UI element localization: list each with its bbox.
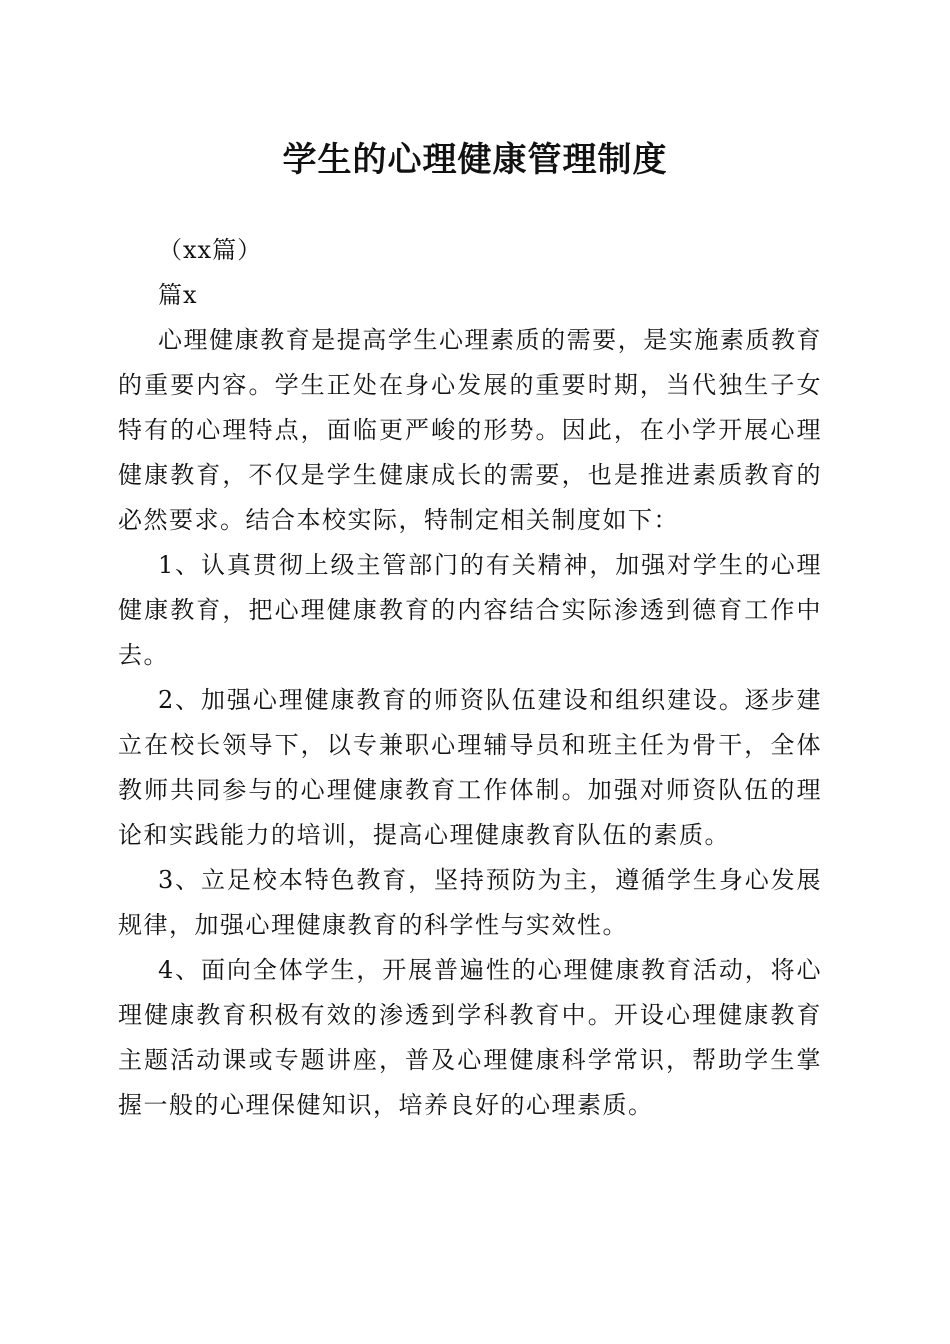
section-label: 篇x: [158, 281, 198, 309]
document-body: [118, 228, 822, 1128]
rule-paragraph-4: 4、面向全体学生，开展普遍性的心理健康教育活动，将心理健康教育积极有效的渗透到学科教育中。开设心理健康教育主题活动课或专题讲座，普及心理健康科学常识，帮助学生掌握一般的心理保健知识，培养良好的心理素质。: [118, 956, 822, 1119]
document-subtitle: （xx篇）: [158, 236, 263, 264]
rule-paragraph-2: 2、加强心理健康教育的师资队伍建设和组织建设。逐步建立在校长领导下，以专兼职心理辅导员和班主任为骨干，全体教师共同参与的心理健康教育工作体制。加强对师资队伍的理论和实践能力的培训，提高心理健康教育队伍的素质。: [118, 686, 822, 849]
rule-paragraph-1: 1、认真贯彻上级主管部门的有关精神，加强对学生的心理健康教育，把心理健康教育的内容结合实际渗透到德育工作中去。: [118, 551, 822, 669]
document-title: 学生的心理健康管理制度: [282, 140, 668, 180]
intro-paragraph: 心理健康教育是提高学生心理素质的需要，是实施素质教育的重要内容。学生正处在身心发展的重要时期，当代独生子女特有的心理特点，面临更严峻的形势。因此，在小学开展心理健康教育，不仅是学生健康成长的需要，也是推进素质教育的必然要求。结合本校实际，特制定相关制度如下：: [118, 326, 822, 534]
rule-paragraph-3: 3、立足校本特色教育，坚持预防为主，遵循学生身心发展规律，加强心理健康教育的科学性与实效性。: [118, 866, 822, 939]
